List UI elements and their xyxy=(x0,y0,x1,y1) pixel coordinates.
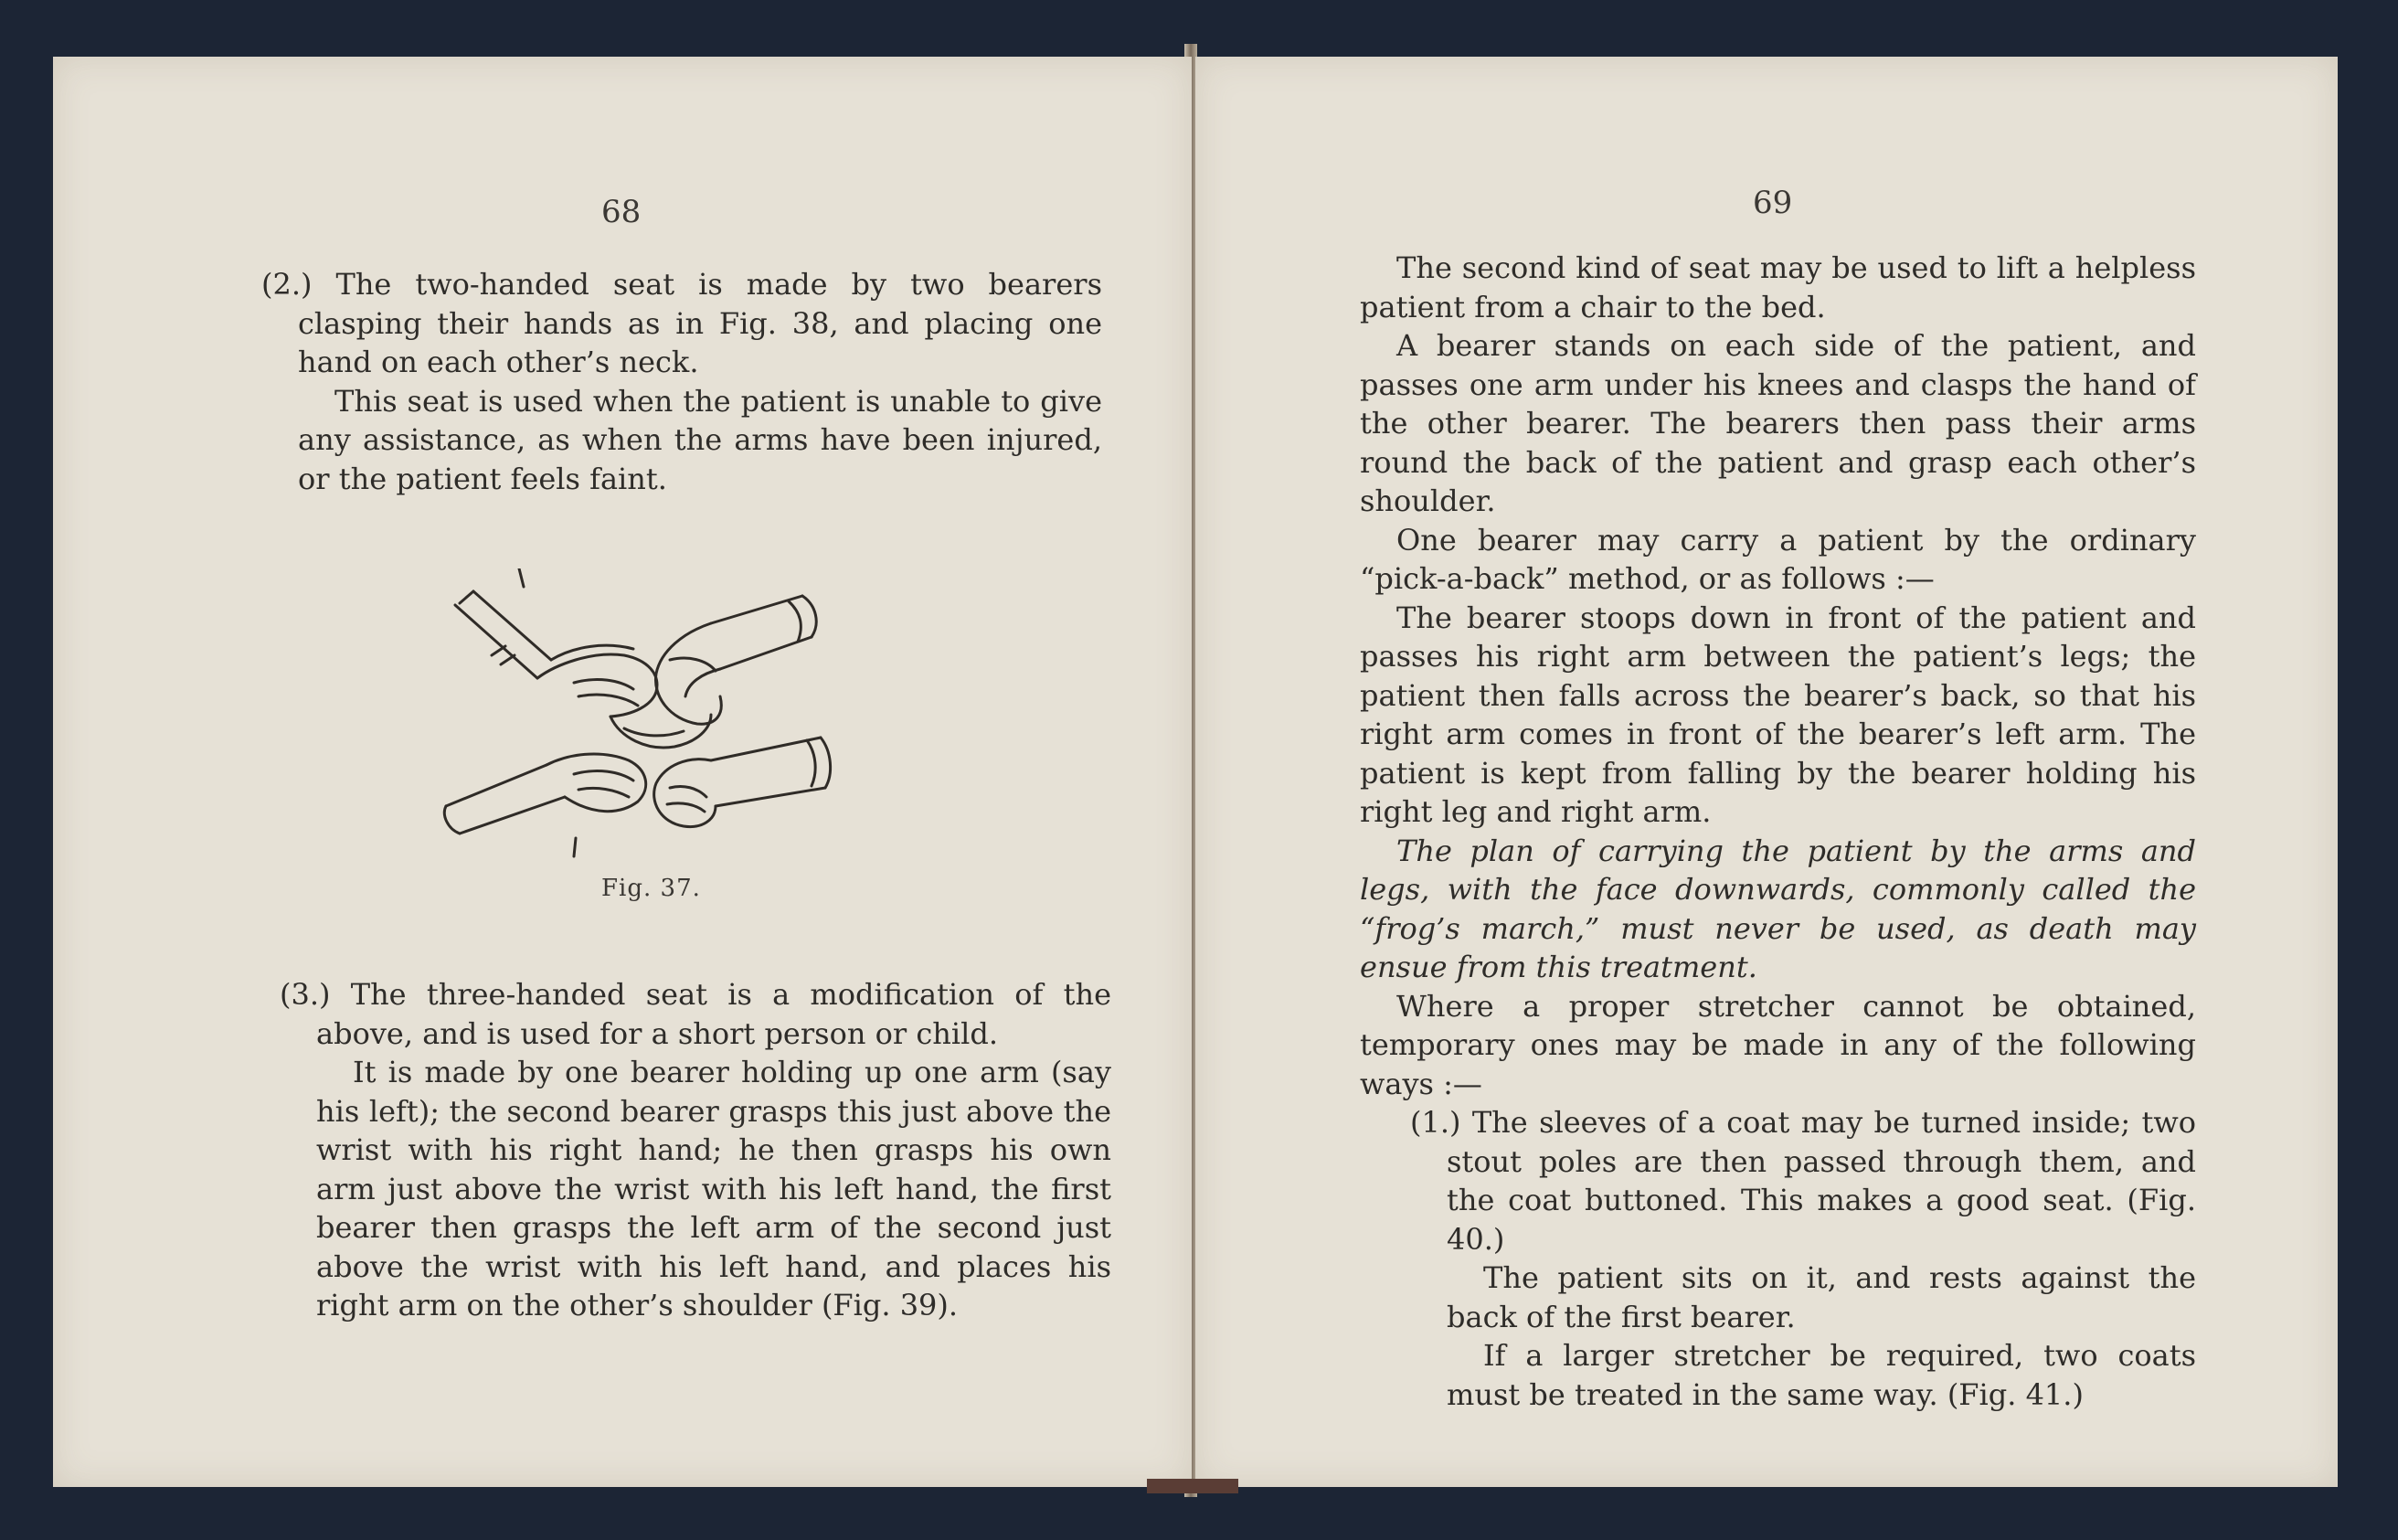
item-coat-stretcher-detail-2: If a larger stretcher be required, two coats must be treated in the same way. (Fig. 41.) xyxy=(1447,1338,2196,1412)
paragraph-frogs-march-warning: The plan of carrying the patient by the arms and legs, with the face downwards, commonly called the “frog’s march,” must never be used, as death may ensue from this treatment. xyxy=(1360,833,2196,984)
paragraph-bearer-stands: A bearer stands on each side of the patient, and passes one arm under his knees and clasps the hand of the other bearer. The bearers then pass their arms round the back of the patient and grasp each other’s shoulder. xyxy=(1360,328,2196,518)
paragraph-second-seat: The second kind of seat may be used to lift a helpless patient from a chair to the bed. xyxy=(1360,250,2196,324)
item-two-handed-seat-detail: This seat is used when the patient is unable to give any assistance, as when the arms have been injured, or the patient feels faint. xyxy=(298,383,1102,496)
binding-tab xyxy=(1147,1479,1238,1493)
item-coat-stretcher: (1.) The sleeves of a coat may be turned inside; two stout poles are then passed through them, and the coat buttoned. This makes a good seat. (Fig. 40.) xyxy=(1410,1105,2196,1257)
left-text-bottom xyxy=(280,975,1111,1325)
right-page xyxy=(1195,57,2338,1487)
item-three-handed-seat-detail: It is made by one bearer holding up one arm (say his left); the second bearer grasps this just above the wrist with his right hand; he then grasps his own arm just above the wrist with his left hand, the first bearer then grasps the left arm of the second just above the wrist with his left hand, and places his right arm on the other’s shoulder (Fig. 39). xyxy=(316,1055,1111,1322)
page-number-left: 68 xyxy=(601,194,642,230)
item-coat-stretcher-detail: The patient sits on it, and rests against the back of the first bearer. xyxy=(1447,1260,2196,1334)
item-three-handed-seat: (3.) The three-handed seat is a modification of the above, and is used for a short person or child. xyxy=(280,977,1111,1051)
clasped-hands-illustration xyxy=(437,568,894,870)
figure-caption: Fig. 37. xyxy=(601,875,701,902)
right-text xyxy=(1360,249,2196,1414)
page-number-right: 69 xyxy=(1753,185,1793,221)
left-page xyxy=(53,57,1192,1487)
paragraph-pick-a-back: One bearer may carry a patient by the ordinary “pick-a-back” method, or as follows :— xyxy=(1360,522,2196,596)
paragraph-bearer-stoops: The bearer stoops down in front of the patient and passes his right arm between the patient’s legs; the patient then falls across the bearer’s back, so that his right arm comes in front of the bearer’s left arm. The patient is kept from falling by the bearer holding his right leg and right arm. xyxy=(1360,600,2196,829)
paragraph-temporary-stretcher: Where a proper stretcher cannot be obtained, temporary ones may be made in any of the following ways :— xyxy=(1360,988,2196,1101)
left-text-top xyxy=(261,265,1102,498)
item-two-handed-seat: (2.) The two-handed seat is made by two bearers clasping their hands as in Fig. 38, and placing one hand on each other’s neck. xyxy=(261,267,1102,379)
